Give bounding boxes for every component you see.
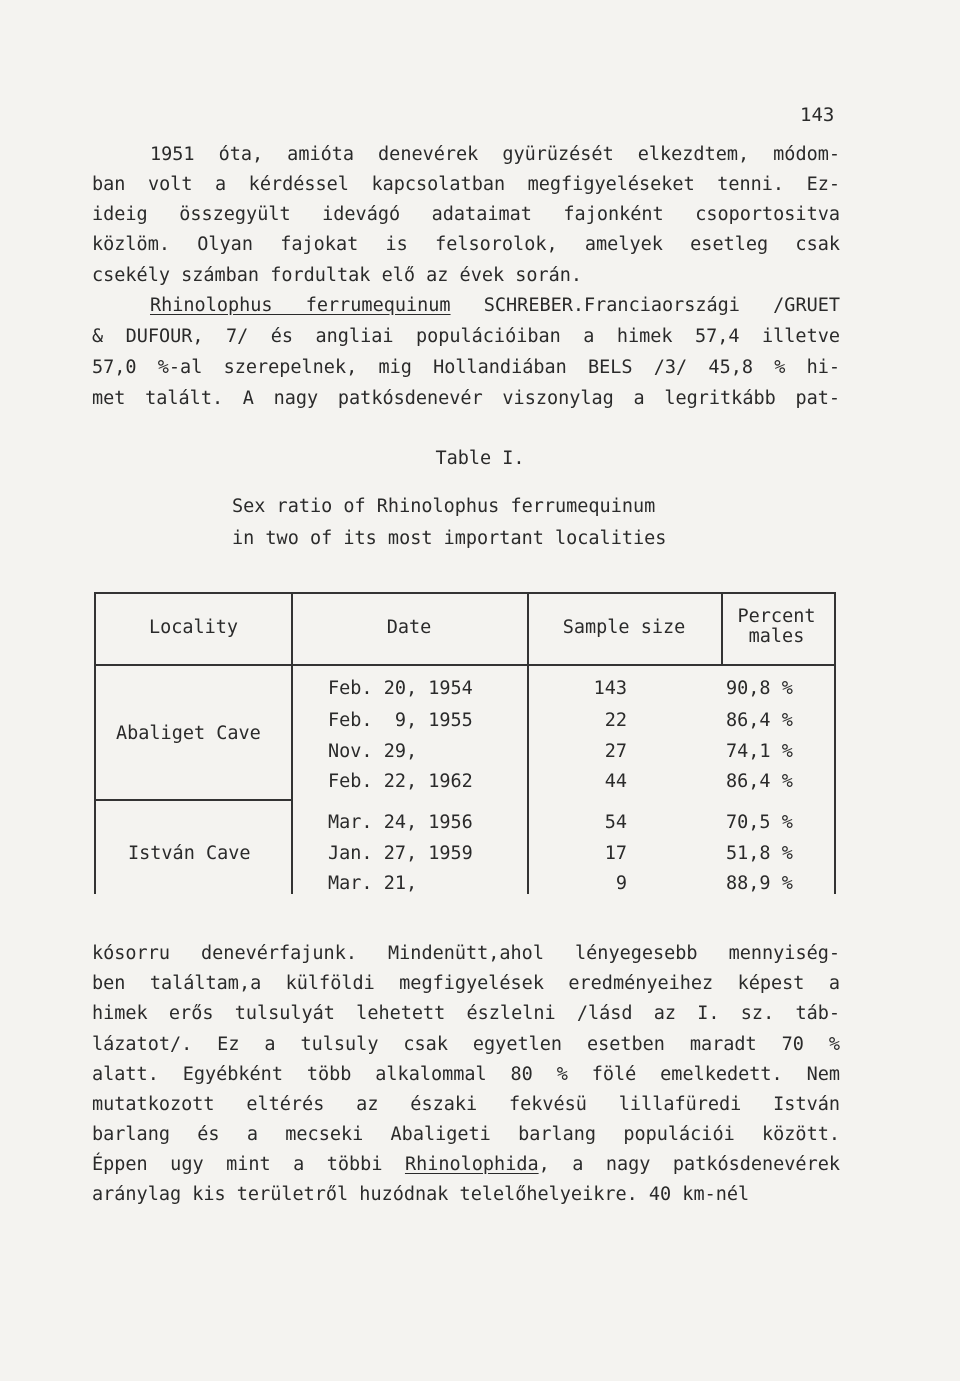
text-span: , a nagy patkósdenevérek	[538, 1154, 840, 1175]
header-date: Date	[386, 617, 432, 638]
text-span: Éppen ugy mint a többi	[92, 1154, 405, 1175]
sample-cell: 54	[604, 812, 627, 833]
header-sample-size: Sample size	[562, 617, 686, 638]
text-line: csekély számban fordultak elő az évek során.	[92, 265, 583, 286]
percent-cell: 86,4 %	[726, 771, 793, 792]
page-number: 143	[800, 104, 835, 126]
text-line: met talált. A nagy patkósdenevér viszonylag a legritkább pat-	[92, 388, 840, 409]
header-locality: Locality	[148, 617, 239, 638]
text-line: közlöm. Olyan fajokat is felsorolok, amelyek esetleg csak	[92, 234, 840, 255]
text-line	[92, 1154, 840, 1176]
column-divider	[291, 594, 293, 894]
header-percent-males	[721, 607, 832, 647]
text-line: 57,0 %-al szerepelnek, mig Hollandiában BELS /3/ 45,8 % hi-	[92, 357, 840, 378]
sample-cell: 143	[593, 678, 627, 699]
date-cell: Feb. 20, 1954	[328, 678, 473, 699]
group-divider	[96, 799, 291, 801]
text-line: aránylag kis területről huzódnak telelőhelyeikre. 40 km-nél	[92, 1184, 750, 1205]
percent-cell: 74,1 %	[726, 741, 793, 762]
table-label: Table I.	[435, 448, 525, 469]
table-caption: Sex ratio of Rhinolophus ferrumequinum	[232, 496, 656, 517]
text-line: ideig összegyült idevágó adataimat fajonként csoportositva	[92, 204, 840, 225]
table-caption: in two of its most important localities	[232, 528, 667, 549]
locality-abaliget: Abaliget Cave	[116, 723, 261, 744]
text-line: & DUFOUR, 7/ és angliai populációiban a himek 57,4 illetve	[92, 326, 840, 347]
date-cell: Feb. 22, 1962	[328, 771, 473, 792]
sample-cell: 22	[604, 710, 627, 731]
date-cell: Mar. 24, 1956	[328, 812, 473, 833]
date-cell: Mar. 21,	[328, 873, 418, 894]
text-line: himek erős tulsulyát lehetett észlelni /lásd az I. sz. táb-	[92, 1003, 840, 1024]
percent-cell: 88,9 %	[726, 873, 793, 894]
date-cell: Nov. 29,	[328, 741, 418, 762]
sex-ratio-table	[94, 592, 836, 894]
percent-cell: 51,8 %	[726, 843, 793, 864]
sample-cell: 17	[604, 843, 627, 864]
text-line: mutatkozott eltérés az északi fekvésü lillafüredi István	[92, 1094, 840, 1115]
text-line	[150, 295, 840, 317]
species-name: Rhinolophus ferrumequinum	[150, 295, 451, 316]
header-divider	[96, 664, 834, 666]
text-line: 1951 óta, amióta denevérek gyürüzését elkezdtem, módom-	[150, 144, 840, 165]
text-line: barlang és a mecseki Abaligeti barlang populációi között.	[92, 1124, 840, 1145]
text-line: alatt. Egyébként több alkalommal 80 % fölé emelkedett. Nem	[92, 1064, 840, 1085]
header-percent-line: Percent	[737, 606, 816, 627]
sample-cell: 27	[604, 741, 627, 762]
sample-cell: 9	[615, 873, 627, 894]
text-line: ben találtam,a külföldi megfigyelések eredményeihez képest a	[92, 973, 840, 994]
percent-cell: 70,5 %	[726, 812, 793, 833]
text-line: kósorru denevérfajunk. Mindenütt,ahol lényegesebb mennyiség-	[92, 943, 840, 964]
locality-istvan: István Cave	[128, 843, 251, 864]
percent-cell: 86,4 %	[726, 710, 793, 731]
percent-cell: 90,8 %	[726, 678, 793, 699]
date-cell: Jan. 27, 1959	[328, 843, 473, 864]
text-line: lázatot/. Ez a tulsuly csak egyetlen esetben maradt 70 %	[92, 1034, 840, 1055]
header-percent-line: males	[748, 626, 805, 647]
text-span: SCHREBER.Franciaországi /GRUET	[450, 295, 841, 316]
date-cell: Feb. 9, 1955	[328, 710, 473, 731]
species-name: Rhinolophida	[404, 1154, 539, 1175]
sample-cell: 44	[604, 771, 627, 792]
text-line: ban volt a kérdéssel kapcsolatban megfigyeléseket tenni. Ez-	[92, 174, 840, 195]
